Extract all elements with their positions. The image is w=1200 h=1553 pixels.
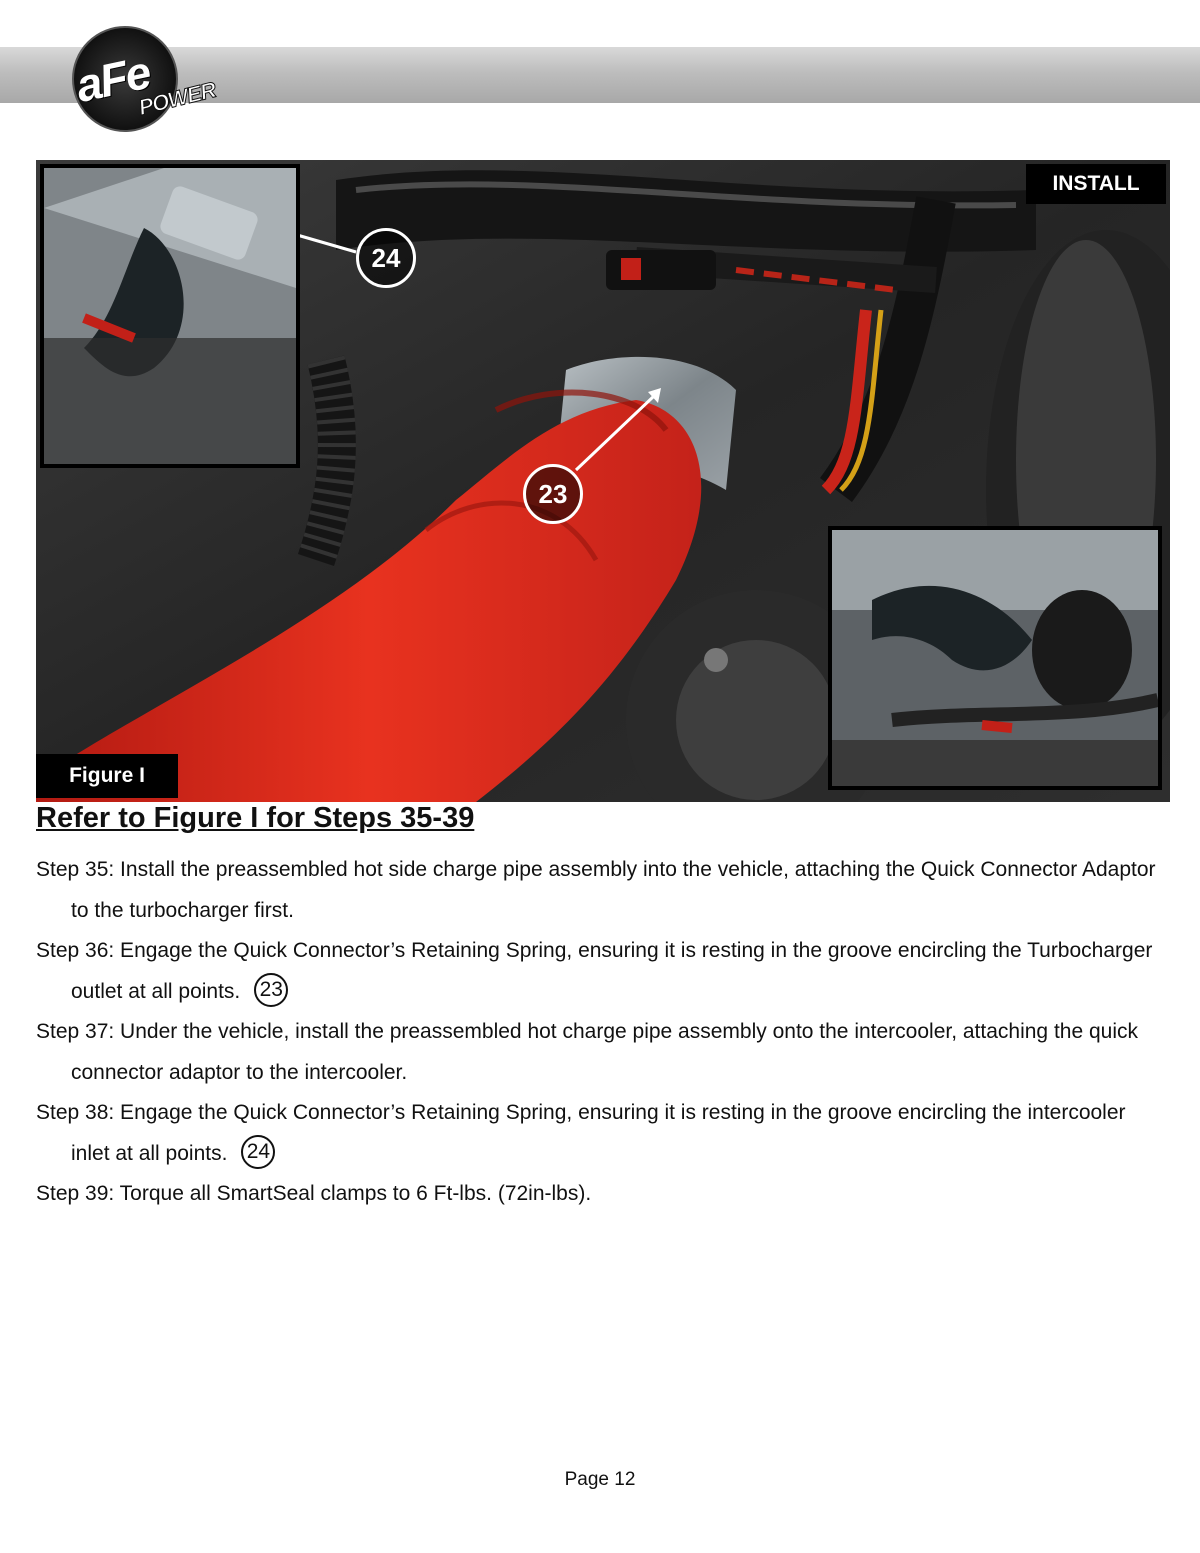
page-number: Page 12 — [564, 1469, 636, 1490]
callout-24: 24 — [356, 228, 416, 288]
figure-photo — [36, 160, 1170, 802]
inset-turbo-outlet — [828, 526, 1162, 790]
section-title: Refer to Figure I for Steps 35-39 — [36, 802, 475, 834]
logo-text: aFe — [71, 45, 154, 113]
inset-intercooler-inlet — [40, 164, 300, 468]
step-37-text: Step 37: Under the vehicle, install the preassembled hot charge pipe assembly onto the intercooler, attaching the quick connector adaptor to the intercooler. — [36, 1020, 1138, 1084]
step-38-callout: 24 — [241, 1135, 275, 1169]
step-36-callout: 23 — [254, 973, 288, 1007]
step-39-text: Step 39: Torque all SmartSeal clamps to 6 Ft-lbs. (72in-lbs). — [36, 1182, 592, 1205]
step-37 — [36, 1012, 1166, 1093]
logo-subtext: POWER — [136, 76, 218, 121]
inset-photo-2 — [832, 530, 1158, 786]
step-39 — [36, 1174, 1166, 1215]
figure-label: Figure I — [36, 754, 178, 798]
inset-photo-1 — [44, 168, 296, 464]
afe-power-logo — [62, 22, 237, 132]
step-38 — [36, 1093, 1166, 1174]
step-35-text: Step 35: Install the preassembled hot side charge pipe assembly into the vehicle, attaching the Quick Connector Adaptor to the turbocharger first. — [36, 858, 1156, 922]
step-38-text: Step 38: Engage the Quick Connector’s Retaining Spring, ensuring it is resting in the groove encircling the intercooler inlet at all points. — [36, 1101, 1126, 1165]
steps-list — [36, 850, 1166, 1215]
step-35 — [36, 850, 1166, 931]
step-36-text: Step 36: Engage the Quick Connector’s Retaining Spring, ensuring it is resting in the groove encircling the Turbocharger outlet at all points. — [36, 939, 1153, 1003]
install-label: INSTALL — [1026, 164, 1166, 204]
step-36 — [36, 931, 1166, 1012]
callout-23: 23 — [523, 464, 583, 524]
